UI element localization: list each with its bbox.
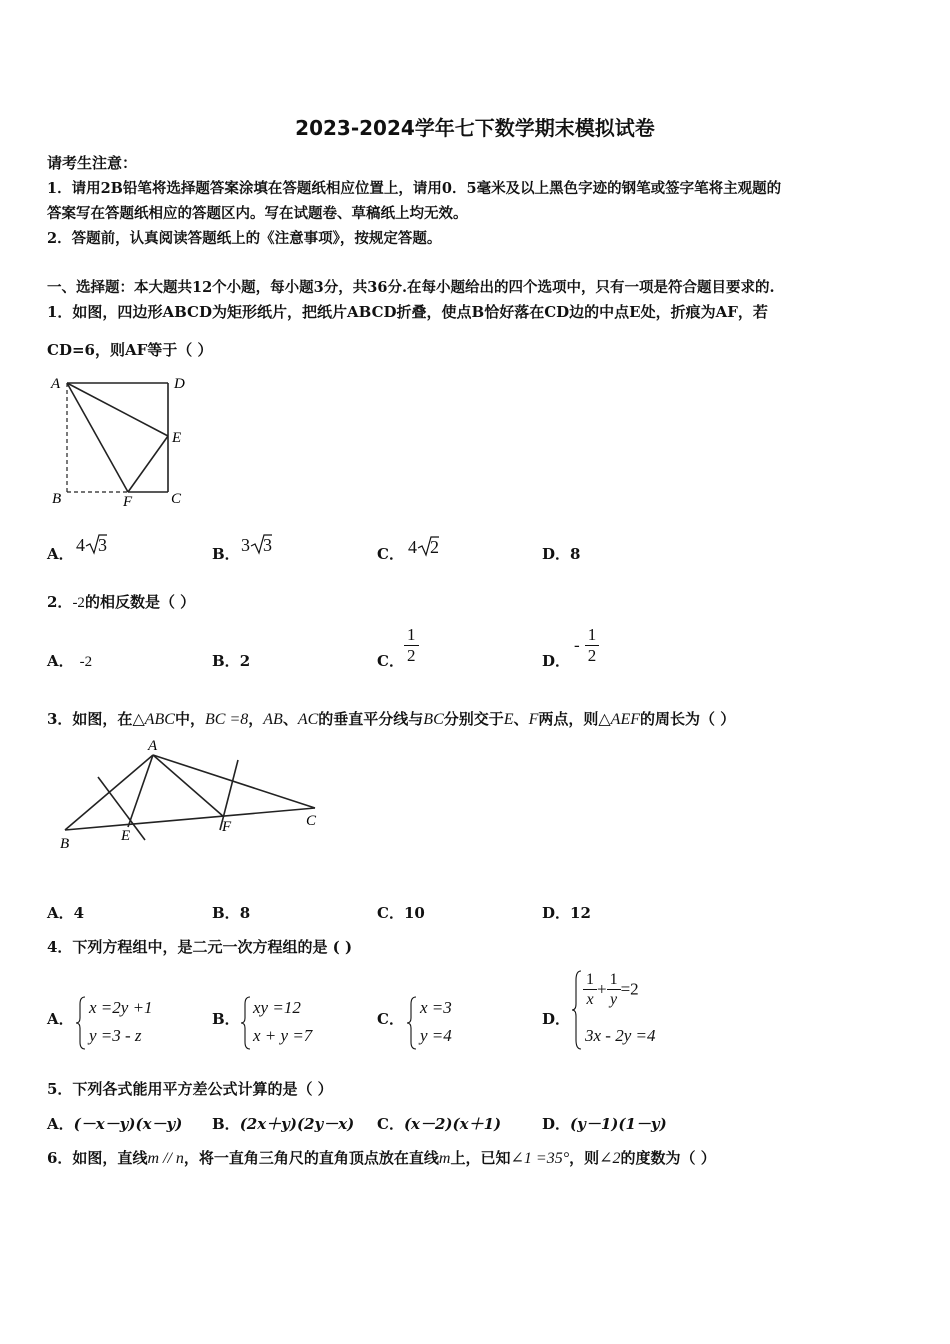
notice-line-3: 2．答题前，认真阅读答题纸上的《注意事项》，按规定答题。 <box>47 230 442 247</box>
q1-label-b: B <box>52 491 62 507</box>
q5-option-b[interactable]: B．(2x＋y)(2y－x) <box>212 1115 355 1133</box>
q3-figure <box>50 735 340 855</box>
q5-option-d[interactable]: D．(y－1)(1－y) <box>542 1115 667 1133</box>
q2-option-d-fraction: - $\frac{1}{2}$ <box>574 625 599 666</box>
q1-label-d: D <box>174 376 185 392</box>
brace-icon <box>240 996 252 1050</box>
q1-option-b-value: 3 3 <box>241 535 272 555</box>
section-heading: 一、选择题：本大题共12个小题，每小题3分，共36分.在每小题给出的四个选项中，只有一项是符合题目要求的. <box>47 279 775 296</box>
q1-option-d[interactable]: D．8 <box>542 545 581 563</box>
page-title: 2023-2024学年七下数学期末模拟试卷 <box>295 116 655 140</box>
q4-option-b-system: xy =12 x + y =7 <box>253 998 313 1045</box>
q1-label-f: F <box>123 494 133 510</box>
q4-option-c[interactable]: C． <box>377 1010 404 1028</box>
q3-label-a: A <box>148 738 158 754</box>
q5-text: 5．下列各式能用平方差公式计算的是（ ） <box>47 1080 333 1098</box>
q3-option-d[interactable]: D．12 <box>542 904 591 922</box>
q2-text: 2．-2的相反数是（ ） <box>47 593 196 611</box>
q4-option-a-system: x =2y +1 y =3 - z <box>89 998 153 1045</box>
q3-option-c[interactable]: C．10 <box>377 904 425 922</box>
q2-option-c[interactable]: C． <box>377 652 404 670</box>
q1-option-b[interactable]: B． <box>212 545 240 563</box>
notice-line-1: 1．请用2B铅笔将选择题答案涂填在答题纸相应位置上，请用0．5毫米及以上黑色字迹的钢笔或签字笔将主观题的 <box>47 180 782 197</box>
q3-label-f: F <box>222 819 232 835</box>
q4-option-d-eq1: $\frac{1}{x}$ + $\frac{1}{y}$ =2 <box>583 970 639 1009</box>
q3-option-a[interactable]: A．4 <box>47 904 85 922</box>
q2-option-b[interactable]: B．2 <box>212 652 251 670</box>
q1-text-line-1: 1．如图，四边形ABCD为矩形纸片，把纸片ABCD折叠，使点B恰好落在CD边的中点E处，折痕为AF，若 <box>47 303 768 321</box>
q3-text: 3．如图，在△ABC中，BC =8，AB、AC的垂直平分线与BC分别交于E、F两点，则△AEF的周长为（ ） <box>47 710 736 728</box>
q1-text-line-2: CD=6，则AF等于（ ） <box>47 341 213 359</box>
notice-line-2: 答案写在答题纸相应的答题区内。写在试题卷、草稿纸上均无效。 <box>47 205 468 222</box>
q2-option-d[interactable]: D． <box>542 652 571 670</box>
q3-label-b: B <box>60 836 70 852</box>
notice-heading: 请考生注意： <box>47 154 138 172</box>
q5-option-c[interactable]: C．(x－2)(x＋1) <box>377 1115 502 1133</box>
brace-icon <box>571 970 583 1050</box>
brace-icon <box>75 996 87 1050</box>
q4-option-d[interactable]: D． <box>542 1010 571 1028</box>
q2-option-a[interactable]: A． -2 <box>47 652 93 670</box>
q1-option-c-value: 4 2 <box>408 537 439 557</box>
q3-option-b[interactable]: B．8 <box>212 904 251 922</box>
q4-option-a[interactable]: A． <box>47 1010 74 1028</box>
q1-label-e: E <box>172 430 182 446</box>
q4-option-c-system: x =3 y =4 <box>420 998 452 1045</box>
brace-icon <box>406 996 418 1050</box>
q1-option-a[interactable]: A． <box>47 545 74 563</box>
q2-option-c-fraction: $\frac{1}{2}$ <box>404 625 419 666</box>
q6-text: 6．如图，直线m // n，将一直角三角尺的直角顶点放在直线m上，已知∠1 =35°，则∠2的度数为（ ） <box>47 1149 716 1167</box>
q1-label-c: C <box>171 491 182 507</box>
q4-option-b[interactable]: B． <box>212 1010 240 1028</box>
q5-option-a[interactable]: A．(－x－y)(x－y) <box>47 1115 183 1133</box>
q4-text: 4．下列方程组中，是二元一次方程组的是 ( ) <box>47 938 353 956</box>
q1-option-a-value: 4 3 <box>76 535 107 555</box>
q4-option-d-eq2: 3x - 2y =4 <box>585 1026 656 1045</box>
q1-label-a: A <box>51 376 61 392</box>
q3-label-c: C <box>306 813 317 829</box>
q1-option-c[interactable]: C． <box>377 545 404 563</box>
q3-label-e: E <box>121 828 131 844</box>
q1-figure <box>44 370 204 510</box>
